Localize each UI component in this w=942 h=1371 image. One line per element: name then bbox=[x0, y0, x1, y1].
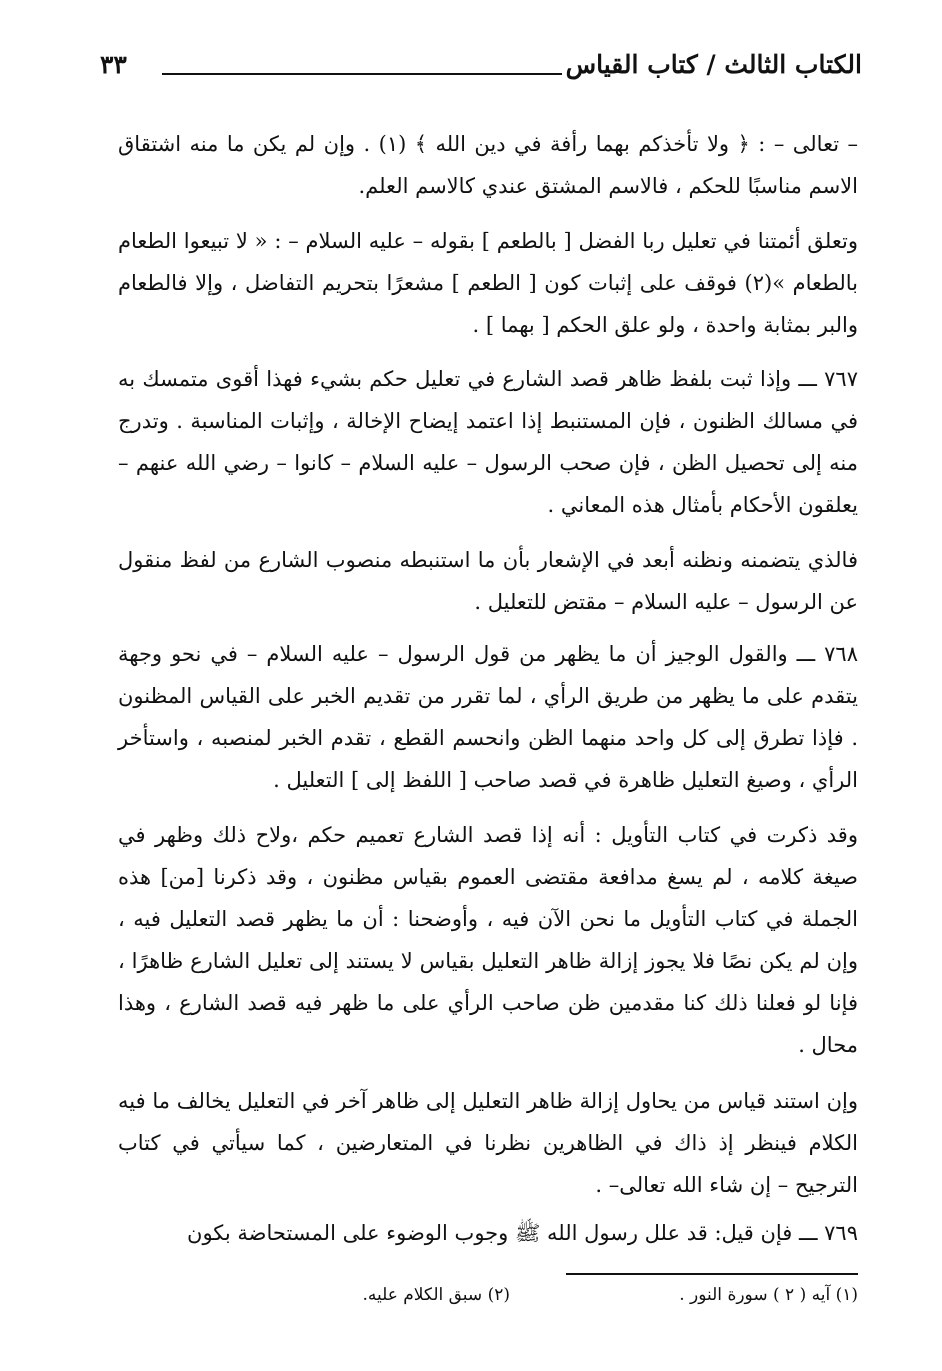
paragraph-text: وإن استند قياس من يحاول إزالة ظاهر التعليل إلى ظاهر آخر في التعليل يخالف ما فيه الكلام فينظر إذ ذاك في الظاهرين نظرنا في المتعارضين ، كما سيأتي في كتاب الترجيح – إن شاء الله تعالى– . bbox=[118, 1089, 858, 1197]
paragraph bbox=[118, 814, 858, 1066]
footnote-rule bbox=[566, 1273, 858, 1275]
paragraph-text: وقد ذكرت في كتاب التأويل : أنه إذا قصد الشارع تعميم حكم ،ولاح ذلك وظهر في صيغة كلامه ، لم يسغ مدافعة مقتضى العموم بقياس مظنون ، وقد ذكرنا [من] هذه الجملة في كتاب التأويل ما نحن الآن فيه ، وأوضحنا : أن ما يظهر قصد التعليل فيه ، وإن لم يكن نصًا فلا يجوز إزالة ظاهر التعليل بقياس لا يستند إلى تعليل الشارع ظاهرًا ، فإنا لو فعلنا ذلك كنا مقدمين ظن صاحب الرأي على ما ظهر فيه قصد الشارع ، وهذا محال . bbox=[118, 823, 858, 1057]
footnote-1: (١) آيه ( ٢ ) سورة النور . bbox=[679, 1285, 858, 1305]
paragraph bbox=[118, 1080, 858, 1206]
paragraph-text: – تعالى – : ﴿ ولا تأخذكم بهما رأفة في دين الله ﴾ (١) . وإن لم يكن ما منه اشتقاق الاسم مناسبًا للحكم ، فالاسم المشتق عندي كالاسم العلم. bbox=[118, 132, 859, 198]
footnote-2: (٢) سبق الكلام عليه. bbox=[362, 1285, 510, 1305]
paragraph bbox=[118, 633, 858, 801]
paragraph bbox=[118, 123, 858, 207]
paragraph-text: ٧٦٨ ـــ والقول الوجيز أن ما يظهر من قول الرسول – عليه السلام – في نحو وجهة يتقدم على ما يظهر من طريق الرأي ، لما تقرر من تقديم الخبر على القياس المظنون . فإذا تطرق إلى كل واحد منهما الظن وانحسم القطع ، تقدم الخبر لمنصبه ، واستأخر الرأي ، وصيغ التعليل ظاهرة في قصد صاحب [ اللفظ إلى ] التعليل . bbox=[118, 642, 858, 792]
header-title: الكتاب الثالث / كتاب القياس bbox=[565, 50, 862, 79]
paragraph bbox=[118, 358, 858, 526]
paragraph-text: ٧٦٧ ـــ وإذا ثبت بلفظ ظاهر قصد الشارع في تعليل حكم بشيء فهذا أقوى متمسك به في مسالك الظنون ، فإن المستنبط إذا اعتمد إيضاح الإخالة ، وإثبات المناسبة . وتدرج منه إلى تحصيل الظن ، فإن صحب الرسول – عليه السلام – كانوا – رضي الله عنهم – يعلقون الأحكام بأمثال هذه المعاني . bbox=[118, 367, 858, 517]
paragraph bbox=[118, 539, 858, 623]
paragraph bbox=[118, 220, 858, 346]
running-header bbox=[100, 50, 862, 96]
page-number: ٣٣ bbox=[100, 50, 127, 79]
paragraph bbox=[118, 1212, 858, 1254]
header-rule bbox=[162, 73, 562, 75]
paragraph-text: وتعلق أئمتنا في تعليل ربا الفضل [ بالطعم ] بقوله – عليه السلام – : « لا تبيعوا الطعام بالطعام »(٢) فوقف على إثبات كون [ الطعم ] مشعرًا بتحريم التفاضل ، وإلا فالطعام والبر بمثابة واحدة ، ولو علق الحكم [ بهما ] . bbox=[118, 229, 858, 337]
paragraph-text: ٧٦٩ ـــ فإن قيل: قد علل رسول الله ﷺ وجوب الوضوء على المستحاضة بكون bbox=[187, 1221, 858, 1245]
paragraph-text: فالذي يتضمنه ونظنه أبعد في الإشعار بأن ما استنبطه منصوب الشارع من لفظ منقول عن الرسول – عليه السلام – مقتض للتعليل . bbox=[118, 548, 858, 614]
